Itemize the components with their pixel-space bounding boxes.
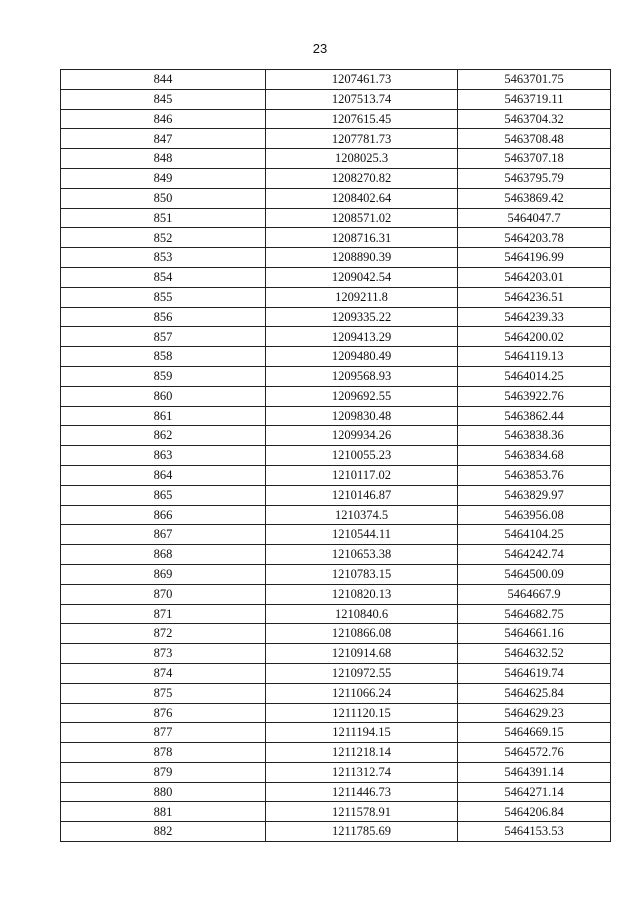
table-row xyxy=(61,782,611,802)
point-number-cell: 861 xyxy=(61,406,266,426)
x-coordinate-cell: 1210544.11 xyxy=(266,525,458,545)
point-number-cell: 865 xyxy=(61,485,266,505)
table-row xyxy=(61,545,611,565)
table-row xyxy=(61,624,611,644)
point-number-cell: 860 xyxy=(61,386,266,406)
x-coordinate-cell: 1207513.74 xyxy=(266,89,458,109)
point-number-cell: 854 xyxy=(61,267,266,287)
x-coordinate-cell: 1209830.48 xyxy=(266,406,458,426)
x-coordinate-cell: 1211578.91 xyxy=(266,802,458,822)
table-row xyxy=(61,327,611,347)
table-row xyxy=(61,644,611,664)
x-coordinate-cell: 1209335.22 xyxy=(266,307,458,327)
x-coordinate-cell: 1211785.69 xyxy=(266,822,458,842)
table-row xyxy=(61,723,611,743)
table-row xyxy=(61,168,611,188)
y-coordinate-cell: 5463707.18 xyxy=(458,149,611,169)
x-coordinate-cell: 1207781.73 xyxy=(266,129,458,149)
table-row xyxy=(61,564,611,584)
y-coordinate-cell: 5463708.48 xyxy=(458,129,611,149)
x-coordinate-cell: 1209692.55 xyxy=(266,386,458,406)
y-coordinate-cell: 5463704.32 xyxy=(458,109,611,129)
x-coordinate-cell: 1209413.29 xyxy=(266,327,458,347)
x-coordinate-cell: 1207615.45 xyxy=(266,109,458,129)
x-coordinate-cell: 1210117.02 xyxy=(266,465,458,485)
x-coordinate-cell: 1210783.15 xyxy=(266,564,458,584)
y-coordinate-cell: 5464014.25 xyxy=(458,366,611,386)
x-coordinate-cell: 1207461.73 xyxy=(266,70,458,90)
x-coordinate-cell: 1208402.64 xyxy=(266,188,458,208)
point-number-cell: 863 xyxy=(61,446,266,466)
table-row xyxy=(61,703,611,723)
x-coordinate-cell: 1211446.73 xyxy=(266,782,458,802)
table-row xyxy=(61,505,611,525)
y-coordinate-cell: 5463701.75 xyxy=(458,70,611,90)
table-row xyxy=(61,109,611,129)
y-coordinate-cell: 5464682.75 xyxy=(458,604,611,624)
x-coordinate-cell: 1208025.3 xyxy=(266,149,458,169)
y-coordinate-cell: 5464200.02 xyxy=(458,327,611,347)
x-coordinate-cell: 1210820.13 xyxy=(266,584,458,604)
point-number-cell: 849 xyxy=(61,168,266,188)
y-coordinate-cell: 5463719.11 xyxy=(458,89,611,109)
table-row xyxy=(61,287,611,307)
x-coordinate-cell: 1209934.26 xyxy=(266,426,458,446)
table-row xyxy=(61,485,611,505)
y-coordinate-cell: 5463829.97 xyxy=(458,485,611,505)
table-row xyxy=(61,267,611,287)
table-row xyxy=(61,386,611,406)
point-number-cell: 868 xyxy=(61,545,266,565)
point-number-cell: 880 xyxy=(61,782,266,802)
point-number-cell: 878 xyxy=(61,743,266,763)
x-coordinate-cell: 1208270.82 xyxy=(266,168,458,188)
y-coordinate-cell: 5464632.52 xyxy=(458,644,611,664)
y-coordinate-cell: 5464572.76 xyxy=(458,743,611,763)
table-row xyxy=(61,89,611,109)
point-number-cell: 877 xyxy=(61,723,266,743)
table-row xyxy=(61,188,611,208)
point-number-cell: 869 xyxy=(61,564,266,584)
point-number-cell: 847 xyxy=(61,129,266,149)
table-row xyxy=(61,366,611,386)
y-coordinate-cell: 5464236.51 xyxy=(458,287,611,307)
point-number-cell: 845 xyxy=(61,89,266,109)
x-coordinate-cell: 1210146.87 xyxy=(266,485,458,505)
y-coordinate-cell: 5464661.16 xyxy=(458,624,611,644)
x-coordinate-cell: 1209480.49 xyxy=(266,347,458,367)
x-coordinate-cell: 1211066.24 xyxy=(266,683,458,703)
point-number-cell: 855 xyxy=(61,287,266,307)
x-coordinate-cell: 1211120.15 xyxy=(266,703,458,723)
point-number-cell: 882 xyxy=(61,822,266,842)
table-row xyxy=(61,525,611,545)
table-row xyxy=(61,465,611,485)
table-row xyxy=(61,743,611,763)
table-row xyxy=(61,604,611,624)
x-coordinate-cell: 1208890.39 xyxy=(266,248,458,268)
table-row xyxy=(61,584,611,604)
point-number-cell: 876 xyxy=(61,703,266,723)
x-coordinate-cell: 1208716.31 xyxy=(266,228,458,248)
y-coordinate-cell: 5464206.84 xyxy=(458,802,611,822)
point-number-cell: 874 xyxy=(61,663,266,683)
page-number: 23 xyxy=(312,41,328,56)
point-number-cell: 879 xyxy=(61,762,266,782)
y-coordinate-cell: 5464500.09 xyxy=(458,564,611,584)
y-coordinate-cell: 5463862.44 xyxy=(458,406,611,426)
table-row xyxy=(61,406,611,426)
table-row xyxy=(61,129,611,149)
x-coordinate-cell: 1210972.55 xyxy=(266,663,458,683)
point-number-cell: 871 xyxy=(61,604,266,624)
point-number-cell: 844 xyxy=(61,70,266,90)
y-coordinate-cell: 5463853.76 xyxy=(458,465,611,485)
y-coordinate-cell: 5464667.9 xyxy=(458,584,611,604)
y-coordinate-cell: 5464104.25 xyxy=(458,525,611,545)
table-row xyxy=(61,762,611,782)
y-coordinate-cell: 5464203.78 xyxy=(458,228,611,248)
y-coordinate-cell: 5464271.14 xyxy=(458,782,611,802)
y-coordinate-cell: 5463956.08 xyxy=(458,505,611,525)
x-coordinate-cell: 1210914.68 xyxy=(266,644,458,664)
y-coordinate-cell: 5464153.53 xyxy=(458,822,611,842)
x-coordinate-cell: 1210840.6 xyxy=(266,604,458,624)
y-coordinate-cell: 5464391.14 xyxy=(458,762,611,782)
y-coordinate-cell: 5463795.79 xyxy=(458,168,611,188)
y-coordinate-cell: 5463838.36 xyxy=(458,426,611,446)
x-coordinate-cell: 1210374.5 xyxy=(266,505,458,525)
x-coordinate-cell: 1209211.8 xyxy=(266,287,458,307)
point-number-cell: 859 xyxy=(61,366,266,386)
table-row xyxy=(61,307,611,327)
table-row xyxy=(61,70,611,90)
point-number-cell: 856 xyxy=(61,307,266,327)
y-coordinate-cell: 5463922.76 xyxy=(458,386,611,406)
table-row xyxy=(61,248,611,268)
table-row xyxy=(61,208,611,228)
point-number-cell: 875 xyxy=(61,683,266,703)
point-number-cell: 872 xyxy=(61,624,266,644)
point-number-cell: 846 xyxy=(61,109,266,129)
point-number-cell: 848 xyxy=(61,149,266,169)
point-number-cell: 864 xyxy=(61,465,266,485)
x-coordinate-cell: 1211312.74 xyxy=(266,762,458,782)
x-coordinate-cell: 1209568.93 xyxy=(266,366,458,386)
y-coordinate-cell: 5464119.13 xyxy=(458,347,611,367)
x-coordinate-cell: 1211218.14 xyxy=(266,743,458,763)
y-coordinate-cell: 5464625.84 xyxy=(458,683,611,703)
table-row xyxy=(61,426,611,446)
x-coordinate-cell: 1211194.15 xyxy=(266,723,458,743)
table-row xyxy=(61,228,611,248)
y-coordinate-cell: 5464203.01 xyxy=(458,267,611,287)
table-row xyxy=(61,663,611,683)
point-number-cell: 853 xyxy=(61,248,266,268)
point-number-cell: 881 xyxy=(61,802,266,822)
y-coordinate-cell: 5464242.74 xyxy=(458,545,611,565)
y-coordinate-cell: 5464669.15 xyxy=(458,723,611,743)
point-number-cell: 870 xyxy=(61,584,266,604)
point-number-cell: 850 xyxy=(61,188,266,208)
table-row xyxy=(61,683,611,703)
x-coordinate-cell: 1210055.23 xyxy=(266,446,458,466)
x-coordinate-cell: 1210866.08 xyxy=(266,624,458,644)
point-number-cell: 873 xyxy=(61,644,266,664)
table-row xyxy=(61,347,611,367)
table-row xyxy=(61,149,611,169)
coordinates-table-body xyxy=(61,70,611,842)
y-coordinate-cell: 5463834.68 xyxy=(458,446,611,466)
table-row xyxy=(61,802,611,822)
table-row xyxy=(61,446,611,466)
y-coordinate-cell: 5464619.74 xyxy=(458,663,611,683)
coordinates-table xyxy=(60,69,611,842)
point-number-cell: 851 xyxy=(61,208,266,228)
point-number-cell: 867 xyxy=(61,525,266,545)
point-number-cell: 862 xyxy=(61,426,266,446)
point-number-cell: 866 xyxy=(61,505,266,525)
x-coordinate-cell: 1209042.54 xyxy=(266,267,458,287)
point-number-cell: 858 xyxy=(61,347,266,367)
point-number-cell: 857 xyxy=(61,327,266,347)
y-coordinate-cell: 5464196.99 xyxy=(458,248,611,268)
y-coordinate-cell: 5464239.33 xyxy=(458,307,611,327)
y-coordinate-cell: 5464047.7 xyxy=(458,208,611,228)
y-coordinate-cell: 5463869.42 xyxy=(458,188,611,208)
point-number-cell: 852 xyxy=(61,228,266,248)
x-coordinate-cell: 1208571.02 xyxy=(266,208,458,228)
y-coordinate-cell: 5464629.23 xyxy=(458,703,611,723)
table-row xyxy=(61,822,611,842)
x-coordinate-cell: 1210653.38 xyxy=(266,545,458,565)
